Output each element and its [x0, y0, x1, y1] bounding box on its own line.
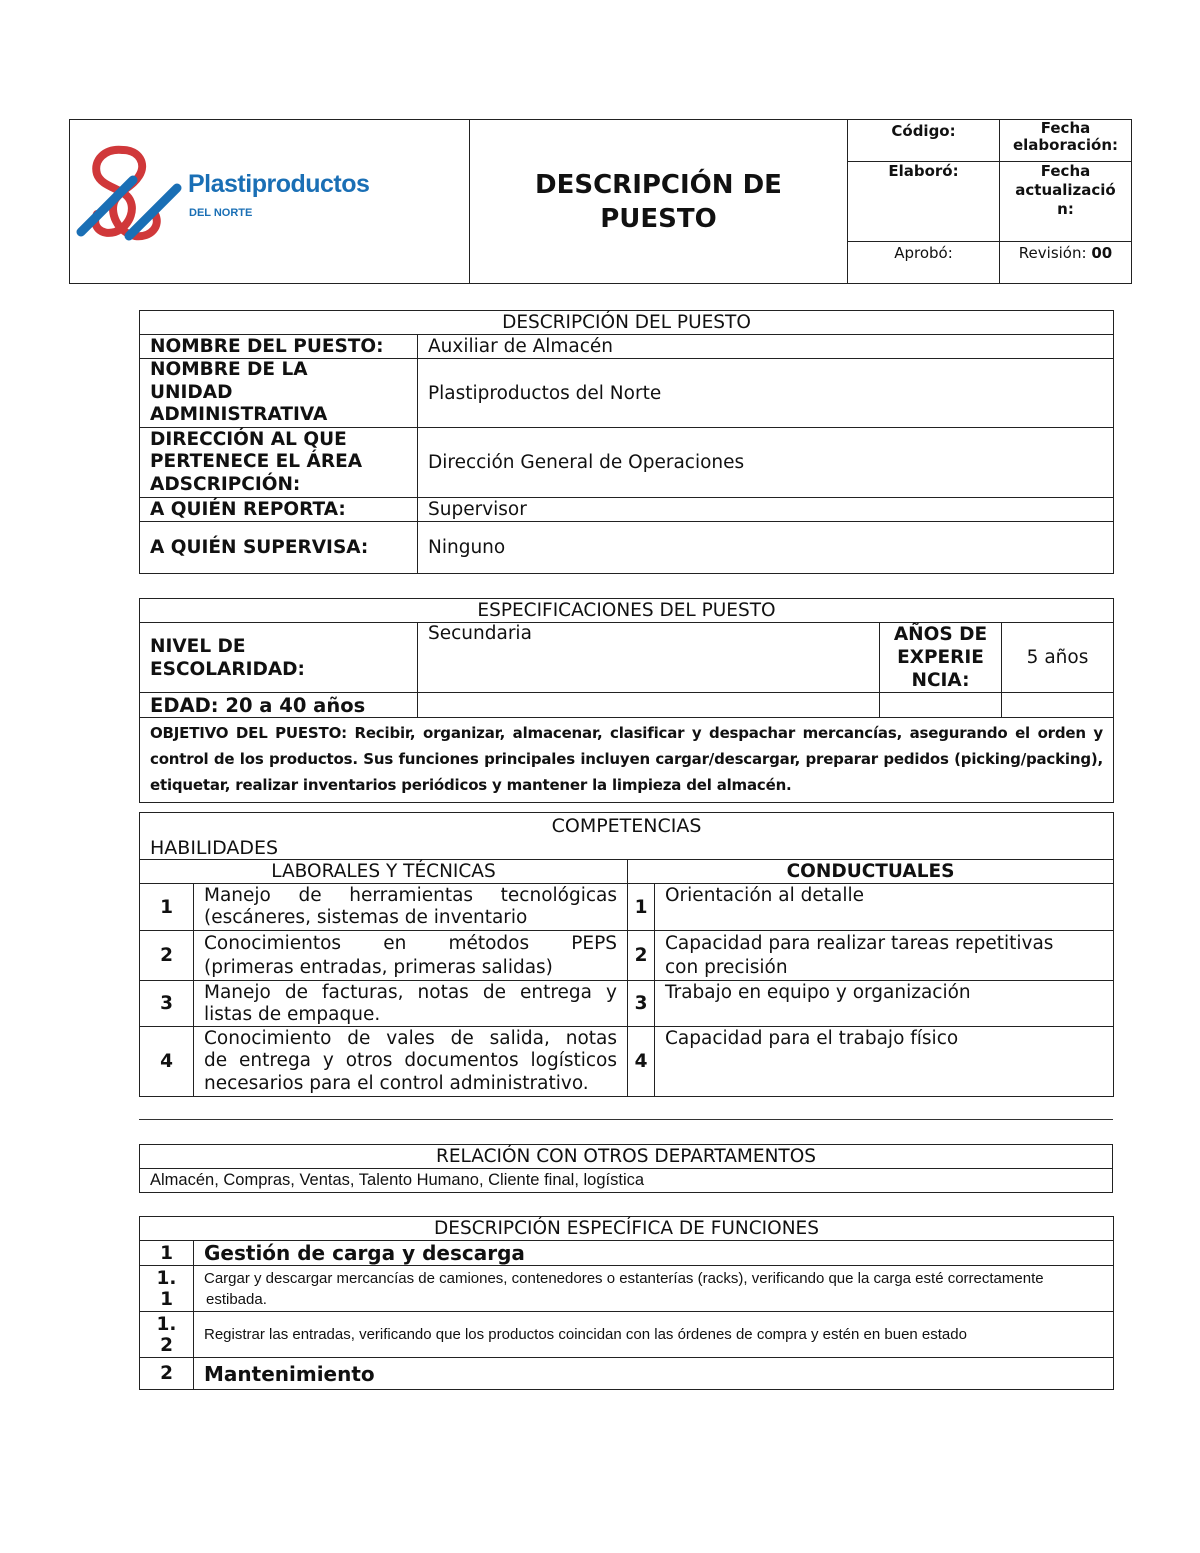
conductual-3-l1: Trabajo en equipo y organización: [665, 982, 971, 1003]
competencias-header: [140, 813, 1114, 860]
edad-empty-3: [1002, 693, 1114, 718]
conductuales-header: CONDUCTUALES: [628, 860, 1114, 884]
subfuncion-num-a: 1.: [156, 1267, 177, 1289]
unidad-label-l1: NOMBRE DE LA: [150, 359, 308, 381]
conductual-item: [655, 1027, 1114, 1097]
exp-label-l3: NCIA:: [911, 670, 970, 691]
section-divider: [139, 1119, 1113, 1120]
laboral-2-l2: (primeras entradas, primeras salidas): [204, 956, 553, 978]
experiencia-label: [880, 623, 1002, 693]
laboral-4-l1: Conocimiento de vales de salida, notas: [204, 1027, 617, 1049]
document-header: [69, 119, 1132, 284]
supervisa-label: A QUIÉN SUPERVISA:: [140, 522, 418, 574]
laboral-item: [194, 931, 628, 981]
direccion-value: Dirección General de Operaciones: [418, 428, 1114, 498]
unidad-label-l2: UNIDAD: [150, 381, 233, 403]
direccion-label-l3: ADSCRIPCIÓN:: [150, 473, 301, 495]
nivel-label: [140, 623, 418, 693]
reporta-value: Supervisor: [418, 498, 1114, 522]
laboral-3-l1: Manejo de facturas, notas de entrega y: [204, 981, 617, 1003]
unidad-label-l3: ADMINISTRATIVA: [150, 404, 328, 426]
subfuncion-num-b: 2: [160, 1334, 173, 1356]
competencias-table: [139, 812, 1114, 1097]
fecha-act-l3: n:: [1057, 200, 1074, 218]
edad-empty-2: [880, 693, 1002, 718]
descripcion-table: [139, 310, 1114, 574]
conductual-2-l1: Capacidad para realizar tareas repetitivas: [665, 932, 1054, 954]
fecha-actualizacion-label: [1000, 162, 1132, 242]
laboral-item: [194, 884, 628, 931]
unidad-label: [140, 359, 418, 428]
laboral-4-l2: de entrega y otros documentos logísticos: [204, 1050, 617, 1072]
laboral-num: 2: [140, 931, 194, 981]
supervisa-value: Ninguno: [418, 522, 1114, 574]
document-title: [470, 120, 848, 284]
aprobo-label: Aprobó:: [848, 242, 1000, 284]
laboral-2-l1: Conocimientos en métodos PEPS: [204, 932, 617, 954]
company-logo-icon: [75, 140, 185, 260]
relacion-value: Almacén, Compras, Ventas, Talento Humano, Cliente final, logística: [140, 1169, 1113, 1193]
objetivo-text: OBJETIVO DEL PUESTO: Recibir, organizar, almacenar, clasificar y despachar mercancías, asegurando el orden y control de los productos. Sus funciones principales incluyen cargar/descargar, preparar pedidos (picking/packing), etiquetar, realizar inventarios periódicos y mantener la limpieza del almacén.: [140, 718, 1114, 803]
subfuncion-1-1-l2: estibada.: [206, 1290, 267, 1308]
revision-cell: [1000, 242, 1132, 284]
exp-label-l2: EXPERIE: [897, 647, 984, 668]
funcion-title: Gestión de carga y descarga: [194, 1241, 1114, 1266]
conductual-item: [655, 931, 1114, 981]
relacion-table: [139, 1144, 1113, 1193]
unidad-value: Plastiproductos del Norte: [418, 359, 1114, 428]
nivel-label-l2: ESCOLARIDAD:: [150, 658, 305, 680]
fecha-elaboracion-label: [1000, 120, 1132, 162]
fecha-elaboracion-l1: Fecha: [1040, 119, 1091, 137]
experiencia-value: 5 años: [1002, 623, 1114, 693]
conductual-num: 2: [628, 931, 655, 981]
subfuncion-num: [140, 1312, 194, 1358]
puesto-value: Auxiliar de Almacén: [418, 335, 1114, 359]
document-title-line1: DESCRIPCIÓN DE: [535, 169, 782, 200]
edad-label: EDAD: 20 a 40 años: [140, 693, 418, 718]
laboral-1-l2: (escáneres, sistemas de inventario: [204, 907, 528, 928]
reporta-label: A QUIÉN REPORTA:: [140, 498, 418, 522]
nivel-label-l1: NIVEL DE: [150, 635, 246, 657]
conductual-4-l1: Capacidad para el trabajo físico: [665, 1028, 959, 1049]
fecha-act-l2: actualizació: [1015, 181, 1116, 199]
revision-label: Revisión:: [1018, 244, 1087, 262]
subfuncion-num: [140, 1266, 194, 1312]
laborales-header: LABORALES Y TÉCNICAS: [140, 860, 628, 884]
funciones-title: DESCRIPCIÓN ESPECÍFICA DE FUNCIONES: [140, 1217, 1114, 1241]
fecha-act-l1: Fecha: [1040, 162, 1091, 180]
subfuncion-num-b: 1: [160, 1288, 173, 1310]
habilidades-label: HABILIDADES: [150, 837, 279, 859]
relacion-title: RELACIÓN CON OTROS DEPARTAMENTOS: [140, 1145, 1113, 1169]
laboral-num: 3: [140, 981, 194, 1027]
laboral-3-l2: listas de empaque.: [204, 1003, 381, 1025]
subfuncion-1-1-l1: Cargar y descargar mercancías de camiones, contenedores o estanterías (racks), verificando que la carga esté correctamente: [204, 1269, 1044, 1287]
nivel-value: Secundaria: [418, 623, 880, 693]
document-title-line2: PUESTO: [600, 203, 717, 234]
especificaciones-table: [139, 598, 1114, 803]
subfuncion-num-a: 1.: [156, 1313, 177, 1335]
direccion-label-l1: DIRECCIÓN AL QUE: [150, 428, 347, 450]
subfuncion-text: [194, 1266, 1114, 1312]
fecha-elaboracion-l2: elaboración:: [1012, 136, 1118, 154]
descripcion-title: DESCRIPCIÓN DEL PUESTO: [140, 311, 1114, 335]
conductual-num: 4: [628, 1027, 655, 1097]
direccion-label-l2: PERTENECE EL ÁREA: [150, 451, 363, 473]
laboral-item: [194, 1027, 628, 1097]
laboral-item: [194, 981, 628, 1027]
especificaciones-title: ESPECIFICACIONES DEL PUESTO: [140, 599, 1114, 623]
company-subname: DEL NORTE: [189, 207, 253, 219]
laboral-num: 4: [140, 1027, 194, 1097]
logo-cell: [70, 120, 470, 284]
subfuncion-text: Registrar las entradas, verificando que los productos coincidan con las órdenes de compra y estén en buen estado: [194, 1312, 1114, 1358]
funciones-table: [139, 1216, 1114, 1390]
laboral-num: 1: [140, 884, 194, 931]
elaboro-label: Elaboró:: [848, 162, 1000, 242]
puesto-label: NOMBRE DEL PUESTO:: [140, 335, 418, 359]
funcion-num: 1: [140, 1241, 194, 1266]
conductual-num: 1: [628, 884, 655, 931]
company-name: Plastiproductos: [188, 170, 370, 198]
direccion-label: [140, 428, 418, 498]
revision-value: 00: [1091, 244, 1113, 262]
codigo-label: Código:: [848, 120, 1000, 162]
competencias-title: COMPETENCIAS: [551, 815, 702, 837]
edad-empty-1: [418, 693, 880, 718]
conductual-item: [655, 981, 1114, 1027]
laboral-4-l3: necesarios para el control administrativo.: [204, 1072, 589, 1094]
conductual-num: 3: [628, 981, 655, 1027]
conductual-1-l1: Orientación al detalle: [665, 885, 864, 906]
funcion-num: 2: [140, 1358, 194, 1390]
exp-label-l1: AÑOS DE: [893, 624, 988, 645]
conductual-2-l2: con precisión: [665, 956, 788, 978]
funcion-title: Mantenimiento: [194, 1358, 1114, 1390]
conductual-item: [655, 884, 1114, 931]
laboral-1-l1: Manejo de herramientas tecnológicas: [204, 885, 617, 906]
